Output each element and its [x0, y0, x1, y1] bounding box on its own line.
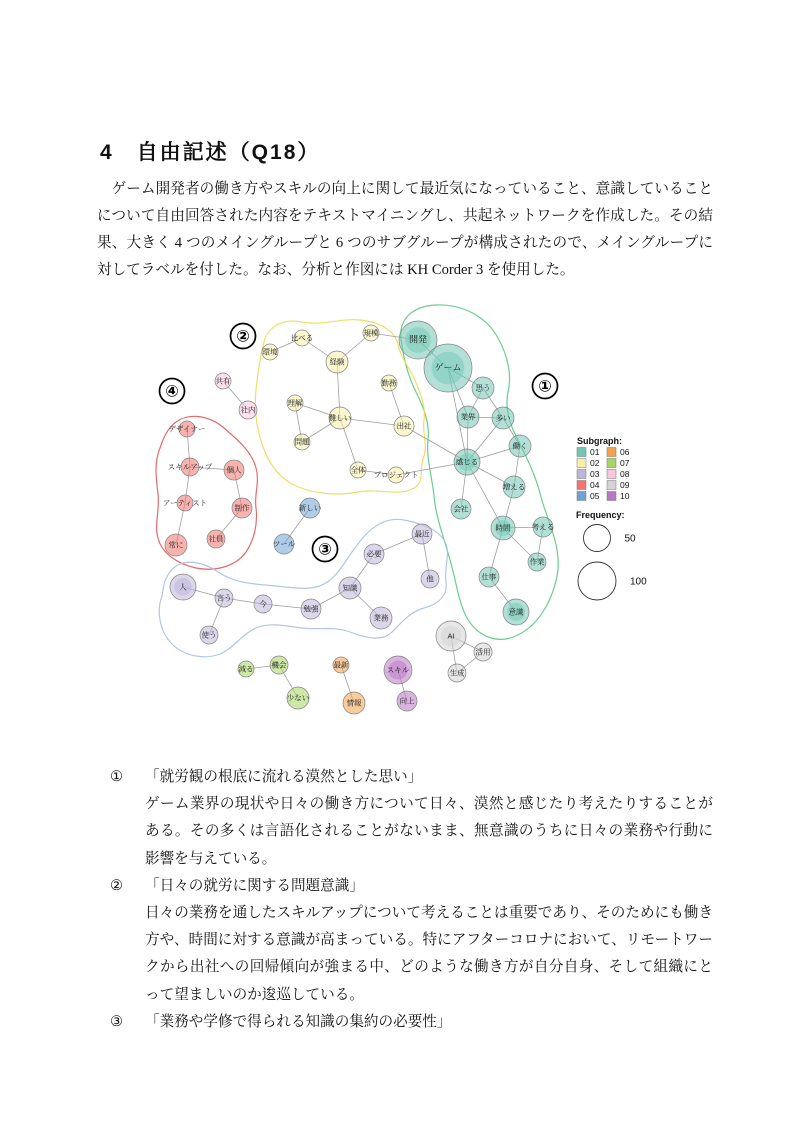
legend-swatch-label: 05: [590, 491, 600, 502]
legend-frequency-title: Frequency:: [576, 510, 625, 520]
network-node-label: 規模: [363, 328, 379, 338]
legend-swatch-label: 06: [620, 447, 630, 458]
section-heading: 4 自由記述（Q18）: [100, 141, 321, 164]
circled-number-2: ②: [110, 877, 124, 894]
network-node-label: 理解: [287, 398, 303, 408]
network-node-label: 共有: [215, 376, 231, 386]
network-node-label: 思う: [475, 383, 491, 393]
legend-frequency-circle: [578, 562, 616, 600]
legend-frequency-value: 100: [630, 576, 647, 588]
network-node-label: ツール: [272, 539, 296, 549]
finding-title: 「就労観の根底に流れる漠然とした思い」: [145, 769, 423, 785]
network-node-label: 業務: [373, 613, 389, 623]
network-node-label: 考える: [531, 522, 555, 532]
legend-swatch-09: [607, 481, 616, 490]
network-node-label: 制作: [234, 503, 250, 513]
network-node-label: 向上: [399, 696, 415, 706]
network-node-label: アーティスト: [162, 498, 208, 508]
network-node-label: 減る: [238, 664, 254, 674]
legend-swatch-01: [577, 448, 586, 457]
network-node-label: 勉強: [303, 604, 319, 614]
legend-swatch-05: [577, 492, 586, 501]
group-number-label: ①: [538, 378, 552, 396]
network-node-label: スキルアップ: [167, 462, 213, 472]
network-node-label: 機会: [271, 660, 287, 670]
legend-swatch-07: [607, 459, 616, 468]
network-node-label: 言う: [216, 593, 232, 603]
network-node-label: 情報: [346, 698, 362, 708]
network-node-label: 活用: [475, 647, 491, 657]
legend-swatch-label: 10: [620, 491, 630, 502]
legend-swatch-label: 01: [590, 447, 600, 458]
network-node-label: 必要: [366, 549, 382, 559]
finding-item-3: [100, 1009, 713, 1036]
group-number-label: ④: [165, 383, 179, 401]
network-node-label: 意識: [508, 607, 524, 617]
legend-swatch-08: [607, 470, 616, 479]
network-node-label: 常に: [168, 540, 184, 550]
network-node-label: 問題: [294, 437, 310, 447]
network-node-label: 多い: [495, 413, 511, 423]
network-node-label: AI: [447, 631, 455, 641]
network-node-label: 個人: [226, 465, 242, 475]
finding-item-1: [100, 764, 713, 873]
finding-title: 「日々の就労に関する問題意識」: [145, 877, 364, 894]
network-node-label: プロジェクト: [373, 470, 419, 480]
legend-swatch-label: 02: [590, 458, 600, 469]
finding-body: 日々の業務を通したスキルアップについて考えることは重要であり、そのためにも働き方や、時間に対する意識が高まっている。特にアフターコロナにおいて、リモートワークから出社への回帰傾向が強まる中、どのような働き方が自分自身、そして組織にとって望ましいのか逡巡している。: [145, 905, 713, 1003]
findings-list: [100, 764, 713, 1036]
network-node-label: スキル: [386, 665, 410, 675]
legend-swatch-label: 04: [590, 480, 600, 491]
finding-title: 「業務や学修で得られる知識の集約の必要性」: [145, 1013, 452, 1030]
network-node-label: 社員: [208, 534, 224, 544]
network-node-label: 新しい: [298, 503, 322, 513]
network-node-label: 経験: [329, 357, 345, 367]
network-node-label: 仕事: [481, 572, 497, 582]
legend-swatch-label: 07: [620, 458, 630, 469]
legend-swatch-10: [607, 492, 616, 501]
legend-swatch-label: 08: [620, 469, 630, 480]
finding-item-2: [100, 873, 713, 1009]
finding-body: ゲーム業界の現状や日々の働き方について日々、漠然と感じたり考えたりすることがある。その多くは言語化されることがないまま、無意識のうちに日々の業務や行動に影響を与えている。: [145, 796, 713, 867]
legend-swatch-06: [607, 448, 616, 457]
legend-swatch-03: [577, 470, 586, 479]
network-node-label: 環境: [262, 347, 278, 357]
intro-paragraph: ゲーム開発者の働き方やスキルの向上に関して最近気になっていること、意識していることについて自由回答された内容をテキストマイニングし、共起ネットワークを作成した。その結果、大きく 4 つのメイングループと 6 つのサブグループが構成されたので、メイングループに対してラベルを付した。なお、分析と作図には KH Corder 3 を使用した。: [97, 181, 713, 278]
network-node-label: 最新: [333, 660, 349, 670]
network-node-label: 社内: [240, 405, 256, 415]
legend-swatch-04: [577, 481, 586, 490]
network-node-label: 比べる: [290, 333, 314, 343]
network-node-label: ゲーム: [434, 362, 462, 373]
network-node-label: 使う: [201, 630, 217, 640]
legend-swatch-label: 03: [590, 469, 600, 480]
group-number-label: ③: [318, 541, 332, 559]
legend-frequency-circle: [584, 525, 611, 552]
legend-subgraph-title: Subgraph:: [577, 436, 622, 446]
legend-frequency-value: 50: [624, 533, 636, 545]
network-node-label: 作業: [529, 557, 545, 567]
network-node-label: 働く: [512, 441, 528, 451]
circled-number-1: ①: [110, 769, 124, 785]
network-node-label: 業界: [460, 412, 476, 422]
network-node-label: 会社: [453, 504, 469, 514]
network-node-label: 知識: [342, 583, 358, 593]
network-node-label: 少ない: [286, 693, 310, 703]
network-node-label: 感じる: [455, 457, 479, 467]
circled-number-3: ③: [110, 1013, 124, 1030]
network-node-label: 他: [426, 574, 434, 584]
network-node-label: 時間: [495, 523, 511, 533]
network-node-label: 生成: [449, 668, 465, 678]
network-node-label: 今: [259, 599, 267, 609]
legend-swatch-02: [577, 459, 586, 468]
network-node-label: 最近: [414, 529, 430, 539]
legend-swatch-label: 09: [620, 480, 630, 491]
co-occurrence-network-figure: [140, 295, 710, 730]
network-node-label: 開発: [408, 334, 428, 345]
network-diagram: [140, 295, 710, 730]
network-node-label: 難しい: [328, 413, 352, 423]
network-node-label: 勤務: [381, 378, 397, 388]
network-node-label: 出社: [396, 421, 412, 431]
network-node-label: デザイナー: [168, 424, 206, 434]
network-node-label: 全体: [350, 465, 366, 475]
group-number-label: ②: [236, 328, 250, 346]
network-node-label: 人: [179, 582, 187, 592]
network-node-label: 増える: [502, 482, 526, 492]
